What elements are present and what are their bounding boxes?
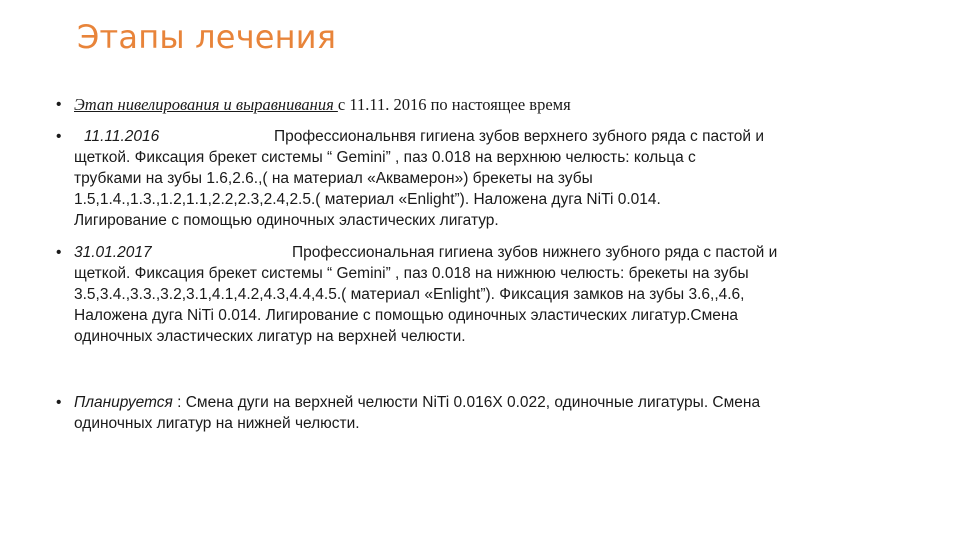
entry-line: : Смена дуги на верхней челюсти NiTi 0.016X 0.022, одиночные лигатуры. Смена — [172, 394, 761, 411]
bullet-icon: • — [56, 394, 62, 411]
entry-line: одиночных эластических лигатур на верхней челюсти. — [74, 328, 466, 345]
entry-line: Профессиональнвя гигиена зубов верхнего зубного ряда с пастой и — [274, 128, 765, 145]
stage-label: Этап нивелирования и выравнивания — [74, 95, 338, 114]
entry-line: 1.5,1.4.,1.3.,1.2,1.1,2.2,2.3,2.4,2.5.( материал «Enlight”). Наложена дуга NiTi 0.014. — [74, 191, 661, 208]
entry-line: 3.5,3.4.,3.3.,3.2,3.1,4.1,4.2,4.3,4.4,4.5.( материал «Enlight”). Фиксация замков на зубы 3.6,,4.6, — [74, 286, 745, 303]
list-item-lower-jaw — [56, 242, 908, 347]
list-item-upper-jaw — [56, 126, 908, 231]
planned-label: Планируется — [74, 394, 173, 411]
bullet-icon: • — [56, 244, 62, 261]
entry-line: Наложена дуга NiTi 0.014. Лигирование с помощью одиночных эластических лигатур.Смена — [74, 307, 739, 324]
bullet-icon: • — [56, 96, 62, 113]
bullet-icon: • — [56, 128, 62, 145]
list-item-planned — [56, 392, 908, 434]
entry-line: трубками на зубы 1.6,2.6.,( на материал «Аквамерон») брекеты на зубы — [74, 170, 593, 187]
slide-title: Этапы лечения — [77, 18, 337, 56]
entry-line: Профессиональная гигиена зубов нижнего зубного ряда с пастой и — [292, 244, 778, 261]
list-item-stage — [56, 94, 908, 115]
entry-line: Лигирование с помощью одиночных эластических лигатур. — [74, 212, 499, 229]
entry-line: щеткой. Фиксация брекет системы “ Gemini” , паз 0.018 на верхнюю челюсть: кольца с — [74, 149, 696, 166]
entry-line: щеткой. Фиксация брекет системы “ Gemini” , паз 0.018 на нижнюю челюсть: брекеты на зубы — [74, 265, 749, 282]
entry-date: 31.01.2017 — [74, 244, 152, 261]
stage-text: с 11.11. 2016 по настоящее время — [337, 95, 571, 114]
entry-line: одиночных лигатур на нижней челюсти. — [74, 415, 360, 432]
entry-date: 11.11.2016 — [84, 128, 160, 145]
